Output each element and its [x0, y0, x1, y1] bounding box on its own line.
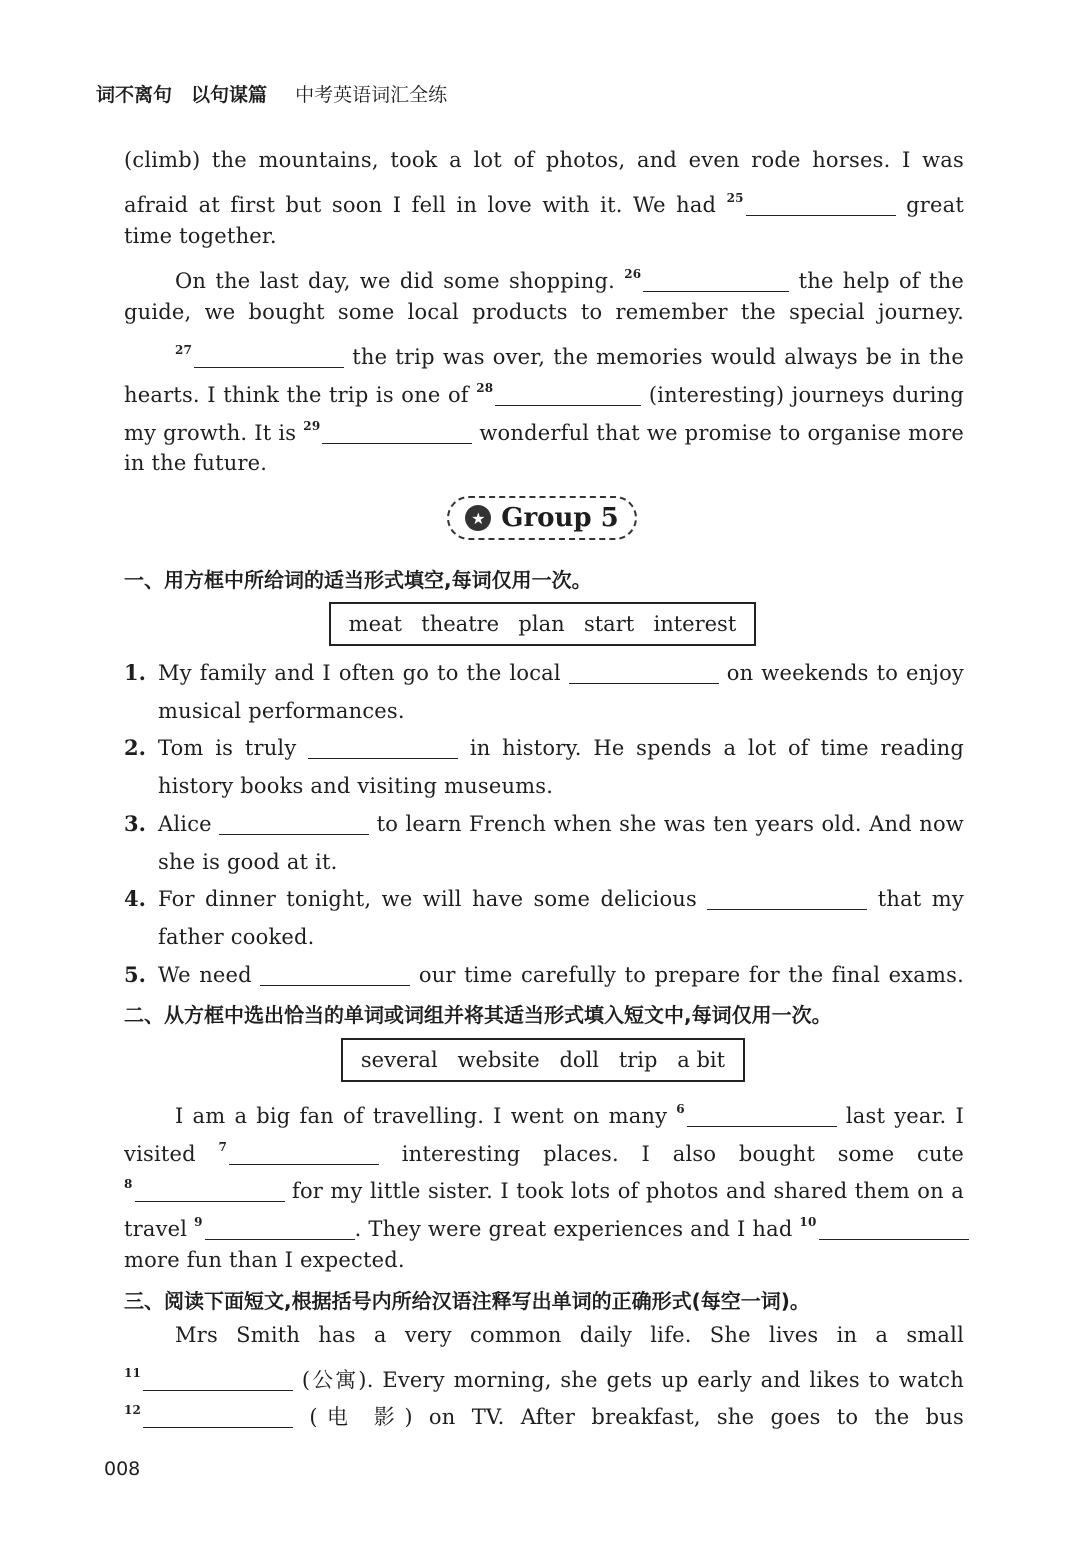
page-header — [96, 80, 447, 107]
question-number: 5. — [124, 962, 146, 987]
passage-line: $^{12}$ (电 影) on TV. After breakfast, she goes to the bus — [124, 1403, 964, 1429]
word-box-item: trip — [618, 1048, 658, 1072]
answer-blank[interactable] — [135, 1181, 285, 1202]
group-banner — [447, 496, 637, 540]
passage-line: travel $^9$ . They were great experiences and I had $^{10}$ — [124, 1209, 964, 1242]
question-line: For dinner tonight, we will have some delicious that my — [158, 887, 964, 911]
answer-blank[interactable] — [819, 1219, 969, 1240]
blank-number: 27 — [175, 343, 193, 357]
question-number: 2. — [124, 735, 146, 760]
question-line: My family and I often go to the local on weekends to enjoy — [158, 661, 964, 685]
blank-number: 8 — [124, 1177, 133, 1191]
answer-blank[interactable] — [219, 814, 369, 835]
blank-number: 25 — [726, 191, 744, 205]
blank-number: 28 — [476, 381, 494, 395]
question-line: musical performances. — [158, 699, 405, 723]
word-box-item: website — [457, 1048, 540, 1072]
page-number: 008 — [104, 1458, 141, 1480]
answer-blank[interactable] — [308, 738, 458, 759]
word-box-item: doll — [559, 1048, 600, 1072]
answer-blank[interactable] — [143, 1407, 293, 1428]
word-box-item: plan — [518, 612, 565, 636]
header-title-bold: 词不离句 以句谋篇 — [96, 84, 268, 106]
passage-line: $^{11}$ (公寓). Every morning, she gets up early and likes to watch — [124, 1366, 964, 1392]
passage-line: I am a big fan of travelling. I went on many $^6$ last year. I — [175, 1102, 964, 1128]
answer-blank[interactable] — [643, 271, 789, 292]
answer-blank[interactable] — [746, 195, 896, 216]
question-line: We need our time carefully to prepare for the final exams. — [158, 963, 964, 987]
passage-line: $^8$ for my little sister. I took lots of photos and shared them on a — [124, 1177, 964, 1203]
group-title: Group 5 — [501, 503, 619, 533]
blank-number: 9 — [194, 1215, 203, 1229]
passage-line: my growth. It is $^{29}$ wonderful that we promise to organise more — [124, 419, 964, 445]
word-box — [341, 1038, 745, 1082]
answer-blank[interactable] — [194, 347, 344, 368]
word-box-item: interest — [653, 612, 737, 636]
answer-blank[interactable] — [322, 423, 472, 444]
passage-line: Mrs Smith has a very common daily life. She lives in a small — [175, 1323, 964, 1347]
passage-line: (climb) the mountains, took a lot of photos, and even rode horses. I was — [124, 148, 964, 172]
question-line: Tom is truly in history. He spends a lot of time reading — [158, 736, 964, 760]
section-heading: 一、用方框中所给词的适当形式填空,每词仅用一次。 — [124, 568, 592, 592]
passage-line: On the last day, we did some shopping. $^{26}$ the help of the — [175, 267, 964, 293]
question-line: history books and visiting museums. — [158, 774, 554, 798]
answer-blank[interactable] — [707, 889, 867, 910]
passage-line: guide, we bought some local products to remember the special journey. — [124, 300, 964, 324]
passage-line: $^{27}$ the trip was over, the memories would always be in the — [175, 343, 964, 369]
question-number: 3. — [124, 811, 146, 836]
blank-number: 12 — [124, 1403, 142, 1417]
blank-number: 10 — [799, 1215, 817, 1229]
question-line: she is good at it. — [158, 850, 338, 874]
question-line: Alice to learn French when she was ten years old. And now — [158, 812, 964, 836]
answer-blank[interactable] — [205, 1219, 355, 1240]
blank-number: 26 — [624, 267, 642, 281]
word-box-item: start — [583, 612, 635, 636]
passage-line: time together. — [124, 224, 277, 248]
section-heading: 二、从方框中选出恰当的单词或词组并将其适当形式填入短文中,每词仅用一次。 — [124, 1003, 832, 1027]
word-box-item: a bit — [677, 1048, 726, 1072]
blank-number: 6 — [676, 1102, 685, 1116]
header-title: 中考英语词汇全练 — [295, 84, 448, 106]
answer-blank[interactable] — [569, 663, 719, 684]
star-icon: ★ — [465, 505, 491, 531]
answer-blank[interactable] — [143, 1370, 293, 1391]
question-number: 4. — [124, 886, 146, 911]
passage-line: hearts. I think the trip is one of $^{28}$ (interesting) journeys during — [124, 381, 964, 407]
blank-number: 7 — [218, 1140, 228, 1154]
blank-number: 29 — [303, 419, 321, 433]
word-box-item: theatre — [421, 612, 500, 636]
passage-line: visited $^7$ interesting places. I also bought some cute — [124, 1140, 964, 1166]
passage-line: more fun than I expected. — [124, 1248, 405, 1272]
answer-blank[interactable] — [229, 1144, 379, 1165]
answer-blank[interactable] — [260, 965, 410, 986]
question-line: father cooked. — [158, 925, 315, 949]
blank-number: 11 — [124, 1366, 142, 1380]
question-number: 1. — [124, 660, 146, 685]
answer-blank[interactable] — [495, 385, 641, 406]
word-box-item: several — [360, 1048, 438, 1072]
passage-line: in the future. — [124, 451, 268, 475]
word-box — [329, 602, 756, 646]
passage-line: afraid at first but soon I fell in love with it. We had $^{25}$ great — [124, 191, 964, 217]
word-box-item: meat — [348, 612, 402, 636]
section-heading: 三、阅读下面短文,根据括号内所给汉语注释写出单词的正确形式(每空一词)。 — [124, 1289, 810, 1313]
answer-blank[interactable] — [687, 1106, 837, 1127]
